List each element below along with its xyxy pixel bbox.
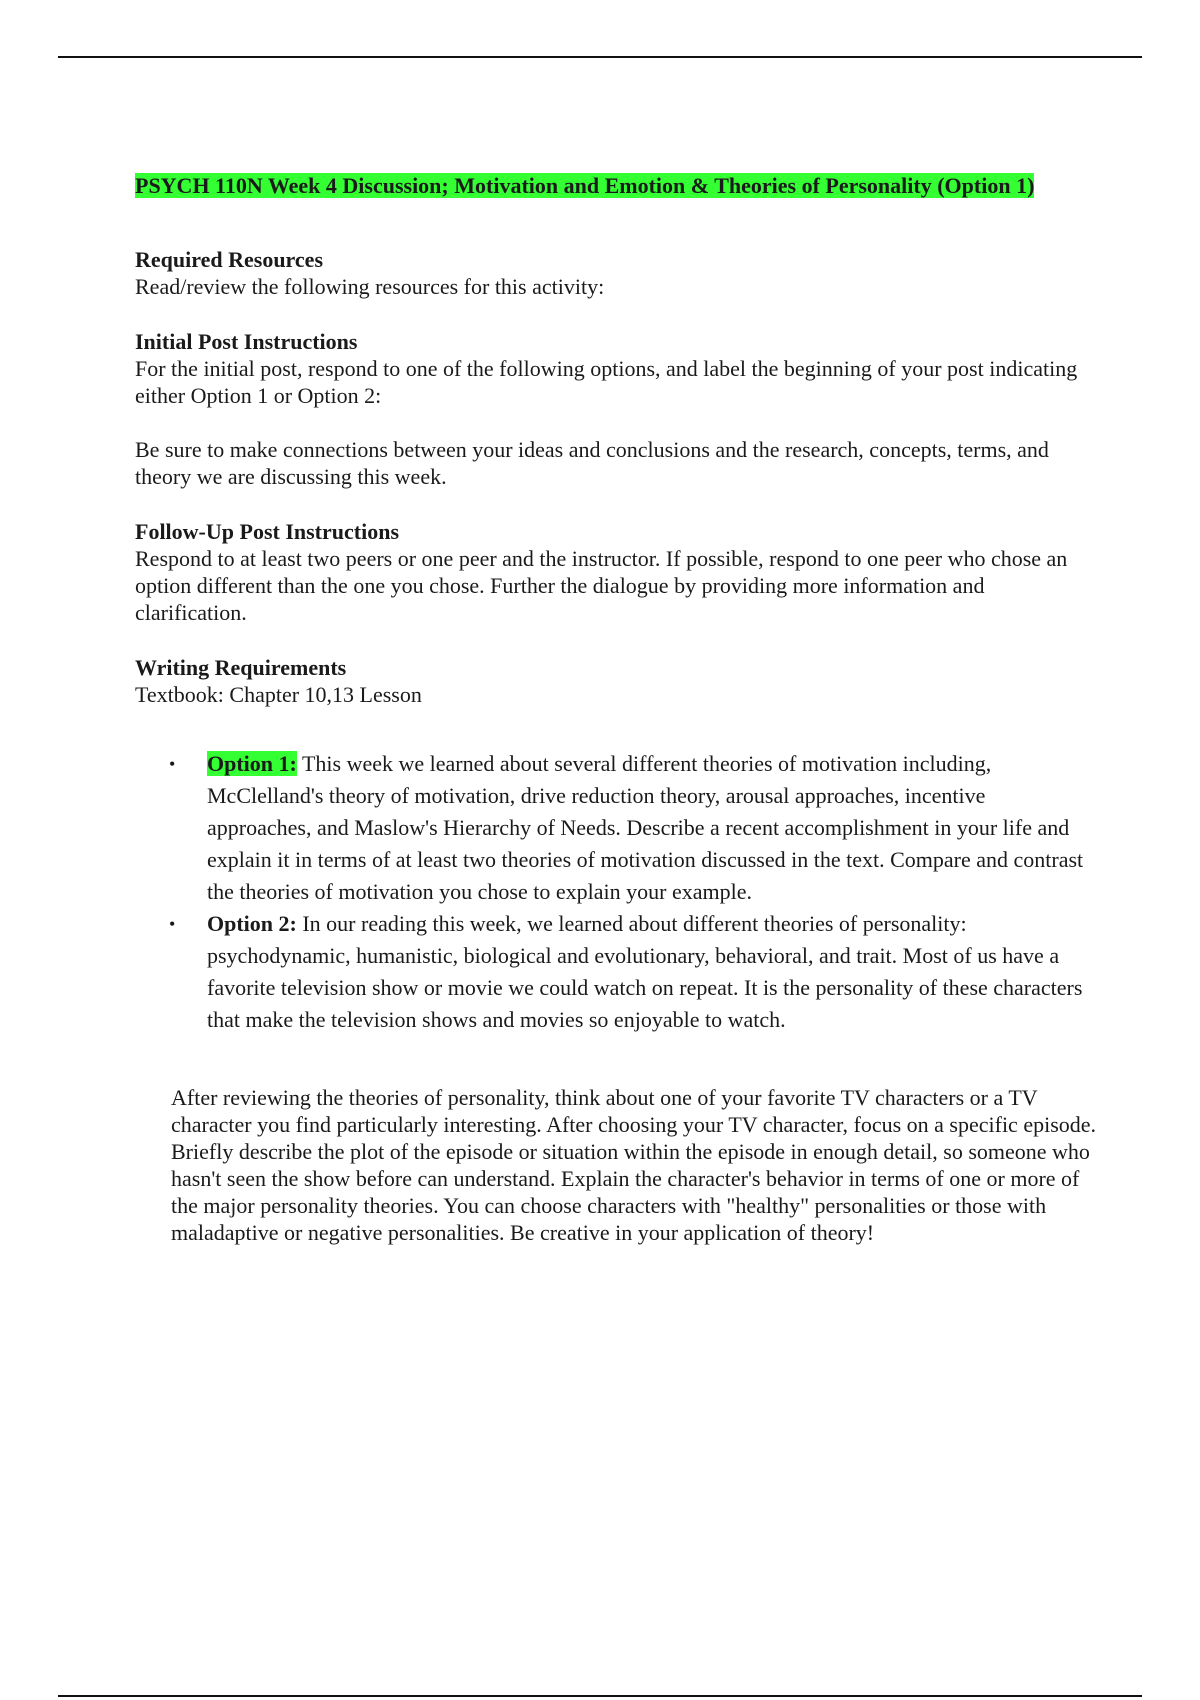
section-body-secondary: Be sure to make connections between your ideas and conclusions and the research, concepts, terms, and theory we are discussing this week.: [135, 437, 1049, 489]
list-item-option-1: [169, 748, 1095, 908]
list-item-option-2: [169, 908, 1095, 1036]
option-text: In our reading this week, we learned about different theories of personality: psychodynamic, humanistic, biological and evolutionary, behavioral, and trait. Most of us have a favorite television show or movie we could watch on repeat. It is the personality of these characters that make the television shows and movies so enjoyable to watch.: [207, 911, 1083, 1032]
section-required-resources: [135, 246, 1095, 300]
section-heading: Follow-Up Post Instructions: [135, 519, 400, 544]
closing-paragraph: After reviewing the theories of personality, think about one of your favorite TV characters or a TV character you find particularly interesting. After choosing your TV character, focus on a specific episode. Briefly describe the plot of the episode or situation within the episode in enough detail, so someone who hasn't seen the show before can understand. Explain the character's behavior in terms of one or more of the major personality theories. You can choose characters with "healthy" personalities or those with maladaptive or negative personalities. Be creative in your application of theory!: [171, 1085, 1097, 1245]
title-highlight: PSYCH 110N Week 4 Discussion; Motivation and Emotion & Theories of Personality (Option 1): [135, 173, 1035, 198]
section-heading: Writing Requirements: [135, 655, 347, 680]
bullet-icon: •: [169, 914, 176, 934]
section-heading: Initial Post Instructions: [135, 329, 358, 354]
section-heading: Required Resources: [135, 247, 324, 272]
footer-rule: [58, 1695, 1142, 1697]
option-label: Option 2:: [207, 911, 297, 936]
option-text: This week we learned about several different theories of motivation including, McClelland's theory of motivation, drive reduction theory, arousal approaches, incentive approaches, and Maslow's Hierarchy of Needs. Describe a recent accomplishment in your life and explain it in terms of at least two theories of motivation discussed in the text. Compare and contrast the theories of motivation you chose to explain your example.: [207, 751, 1084, 904]
header-rule: [58, 56, 1142, 58]
options-list: [135, 748, 1095, 1036]
section-body: Read/review the following resources for this activity:: [135, 274, 605, 299]
section-body: Textbook: Chapter 10,13 Lesson: [135, 682, 422, 707]
section-follow-up-post: [135, 518, 1095, 626]
section-body: For the initial post, respond to one of the following options, and label the beginning of your post indicating either Option 1 or Option 2:: [135, 356, 1078, 408]
document-body: [135, 172, 1095, 1246]
option-label: Option 1:: [207, 751, 297, 776]
document-title: [135, 172, 1095, 200]
section-writing-requirements: [135, 654, 1095, 708]
section-initial-post: [135, 328, 1095, 490]
section-body: Respond to at least two peers or one peer and the instructor. If possible, respond to one peer who chose an option different than the one you chose. Further the dialogue by providing more information and clarification.: [135, 546, 1068, 625]
bullet-icon: •: [169, 754, 176, 774]
